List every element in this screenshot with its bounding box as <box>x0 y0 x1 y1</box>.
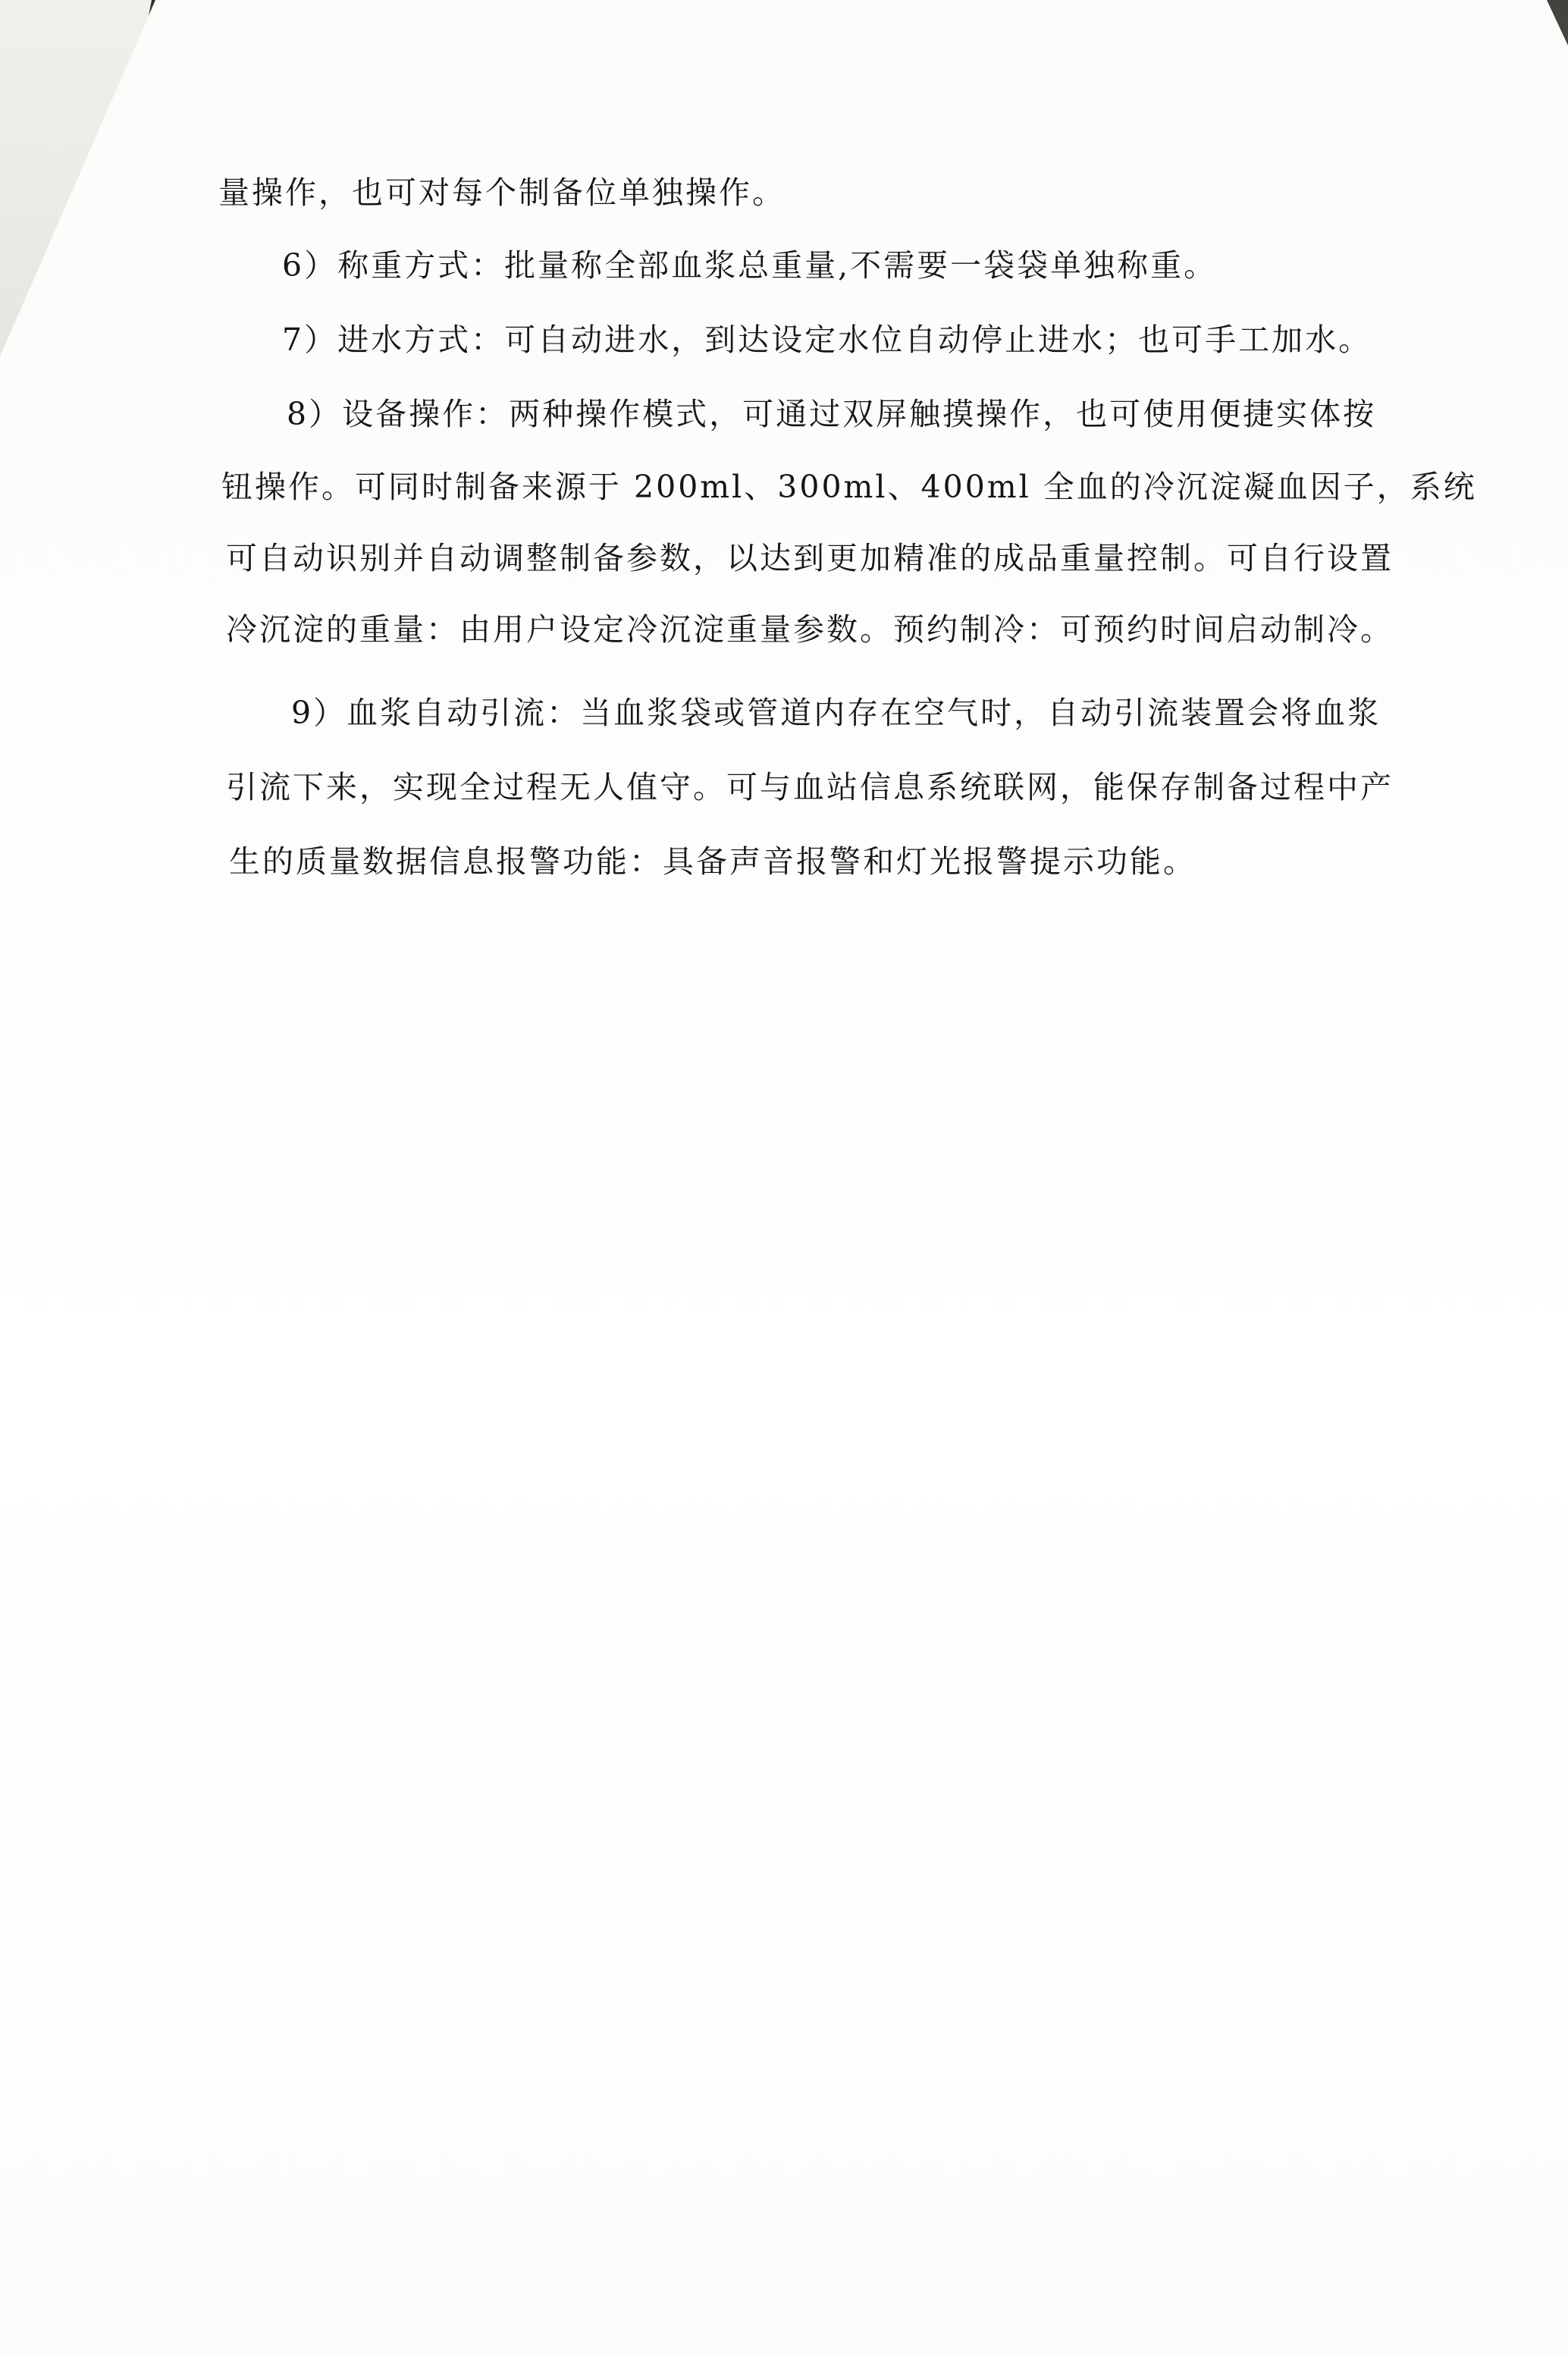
item-8-device-operation: 8）设备操作：两种操作模式，可通过双屏触摸操作，也可使用便捷实体按 <box>287 396 1377 432</box>
text-line-7: 冷沉淀的重量：由用户设定冷沉淀重量参数。预约制冷：可预约时间启动制冷。 <box>226 611 1394 648</box>
text-line-10: 生的质量数据信息报警功能：具备声音报警和灯光报警提示功能。 <box>229 843 1196 880</box>
text-line-5: 钮操作。可同时制备来源于 200ml、300ml、400ml 全血的冷沉淀凝血因子，系统 <box>221 469 1477 505</box>
text-line-1: 量操作，也可对每个制备位单独操作。 <box>218 174 786 211</box>
item-7-water-inlet: 7）进水方式：可自动进水，到达设定水位自动停止进水；也可手工加水。 <box>282 322 1372 358</box>
text-line-9: 引流下来，实现全过程无人值守。可与血站信息系统联网，能保存制备过程中产 <box>226 769 1394 805</box>
item-6-weighing: 6）称重方式：批量称全部血浆总重量,不需要一袋袋单独称重。 <box>282 247 1218 284</box>
item-9-plasma-drainage: 9）血浆自动引流：当血浆袋或管道内存在空气时，自动引流装置会将血浆 <box>291 695 1381 731</box>
text-line-6: 可自动识别并自动调整制备参数，以达到更加精准的成品重量控制。可自行设置 <box>226 540 1394 576</box>
